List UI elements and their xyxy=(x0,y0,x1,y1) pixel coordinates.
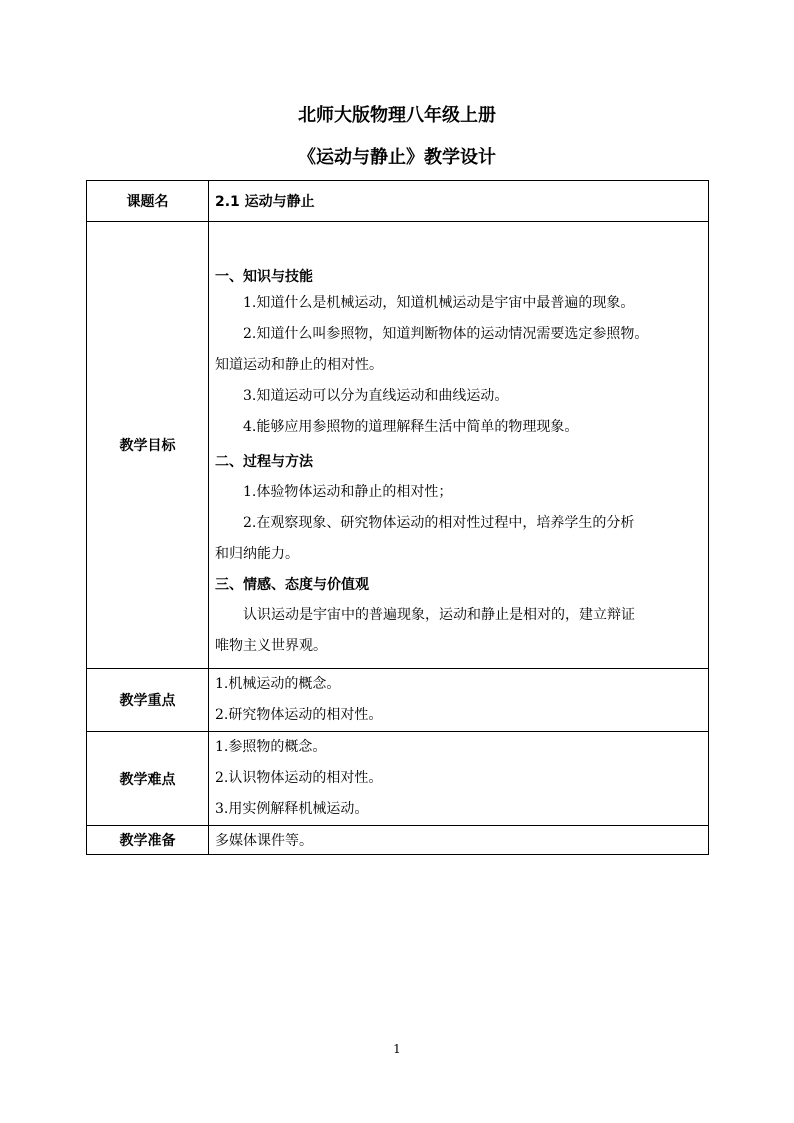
lesson-plan-table xyxy=(86,180,709,855)
table-row-goals xyxy=(87,222,709,669)
preparation-value: 多媒体课件等。 xyxy=(209,826,709,855)
goals-section2-item-2: 2.在观察现象、研究物体运动的相对性过程中，培养学生的分析 xyxy=(243,515,635,531)
topic-label: 课题名 xyxy=(87,181,209,222)
goals-section2-heading: 二、过程与方法 xyxy=(215,454,313,470)
goals-section3-heading: 三、情感、态度与价值观 xyxy=(215,577,369,593)
key-point-item-1: 1.机械运动的概念。 xyxy=(215,676,341,692)
key-points-label: 教学重点 xyxy=(87,669,209,732)
key-points-content xyxy=(209,669,709,732)
goals-section1-item-3: 3.知道运动可以分为直线运动和曲线运动。 xyxy=(243,388,509,404)
goals-section1-item-2-continuation: 知道运动和静止的相对性。 xyxy=(215,357,383,373)
goals-content xyxy=(209,222,709,669)
table-row-preparation xyxy=(87,826,709,855)
table-row-topic xyxy=(87,181,709,222)
goals-label: 教学目标 xyxy=(87,222,209,669)
goals-section3-text-continuation: 唯物主义世界观。 xyxy=(215,638,327,654)
difficulty-item-2: 2.认识物体运动的相对性。 xyxy=(215,770,383,786)
document-subtitle: 《运动与静止》教学设计 xyxy=(298,147,496,168)
topic-value: 2.1 运动与静止 xyxy=(209,181,709,222)
goals-section3-text: 认识运动是宇宙中的普遍现象，运动和静止是相对的，建立辩证 xyxy=(243,607,635,623)
goals-section1-item-4: 4.能够应用参照物的道理解释生活中简单的物理现象。 xyxy=(243,419,579,435)
table-row-key-points xyxy=(87,669,709,732)
difficulties-content xyxy=(209,732,709,826)
goals-section1-item-2: 2.知道什么叫参照物，知道判断物体的运动情况需要选定参照物。 xyxy=(243,326,649,342)
goals-section2-item-1: 1.体验物体运动和静止的相对性； xyxy=(243,484,453,500)
difficulty-item-3: 3.用实例解释机械运动。 xyxy=(215,801,369,817)
goals-section2-item-2-continuation: 和归纳能力。 xyxy=(215,546,299,562)
goals-section1-heading: 一、知识与技能 xyxy=(215,269,313,285)
page-number: 1 xyxy=(393,1042,401,1056)
difficulty-item-1: 1.参照物的概念。 xyxy=(215,739,327,755)
goals-section1-item-1: 1.知道什么是机械运动，知道机械运动是宇宙中最普遍的现象。 xyxy=(243,295,635,311)
preparation-label: 教学准备 xyxy=(87,826,209,855)
difficulties-label: 教学难点 xyxy=(87,732,209,826)
document-title: 北师大版物理八年级上册 xyxy=(298,105,496,126)
table-row-difficulties xyxy=(87,732,709,826)
key-point-item-2: 2.研究物体运动的相对性。 xyxy=(215,707,383,723)
